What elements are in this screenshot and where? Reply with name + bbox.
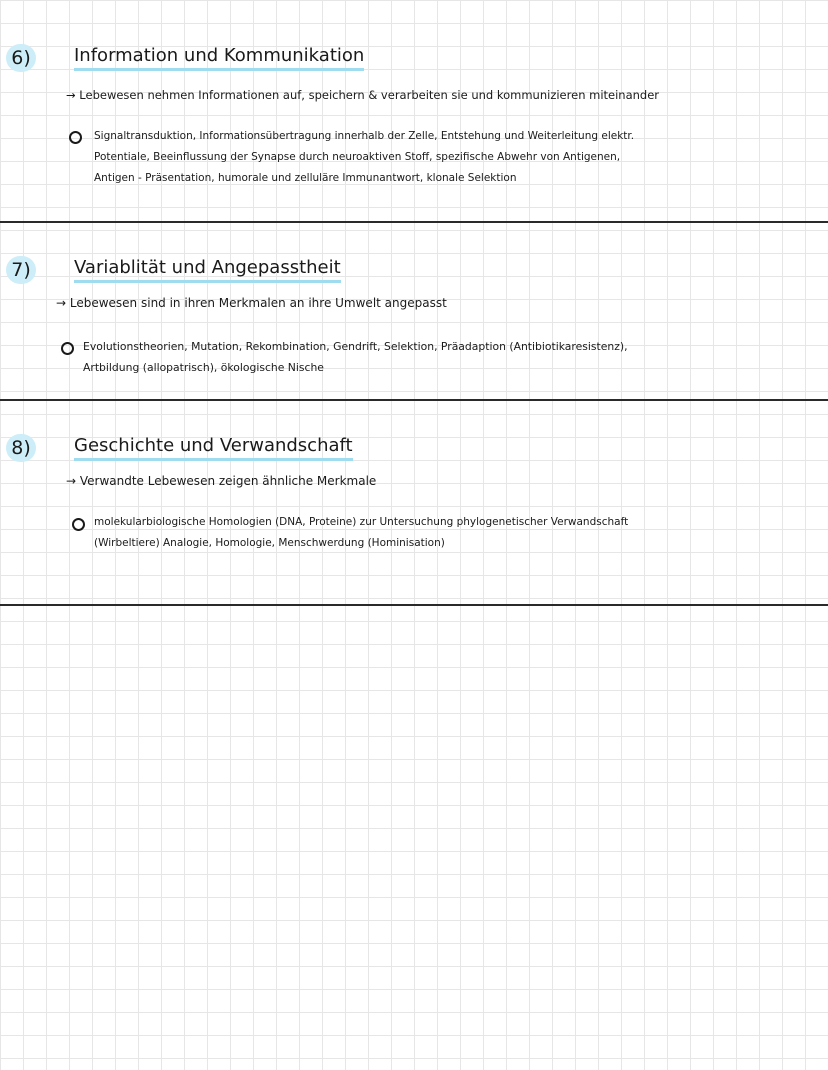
section-number: 8) [6,434,36,462]
topic-list [94,126,634,189]
topic-line: Evolutionstheorien, Mutation, Rekombination, Gendrift, Selektion, Präadaption (Antibiotikaresistenz), [83,340,628,353]
topic-line: molekularbiologische Homologien (DNA, Proteine) zur Untersuchung phylogenetischer Verwandschaft [94,516,629,528]
section-title: Information und Kommunikation [74,44,364,71]
topic-line: Artbildung (allopatrisch), ökologische Nische [83,361,324,374]
section-divider [0,604,828,606]
section-number: 6) [6,44,36,72]
topic-list [94,512,628,554]
section-number: 7) [6,256,36,284]
section-8 [0,400,828,605]
section-summary: → Lebewesen nehmen Informationen auf, speichern & verarbeiten sie und kommunizieren miteinander [66,88,660,102]
section-title: Variablität und Angepasstheit [74,256,341,283]
section-summary: → Lebewesen sind in ihren Merkmalen an ihre Umwelt angepasst [56,296,447,310]
topic-list [83,336,628,378]
section-title: Geschichte und Verwandschaft [74,434,353,461]
bullet-ring-icon [69,131,82,144]
section-summary: → Verwandte Lebewesen zeigen ähnliche Merkmale [66,474,377,488]
topic-line: Antigen - Präsentation, humorale und zelluläre Immunantwort, klonale Selektion [94,172,517,184]
topic-line: Potentiale, Beeinflussung der Synapse durch neuroaktiven Stoff, spezifische Abwehr von Antigenen, [94,151,621,163]
bullet-ring-icon [72,518,85,531]
section-7 [0,222,828,400]
topic-line: Signaltransduktion, Informationsübertragung innerhalb der Zelle, Entstehung und Weiterleitung elektr. [94,130,635,142]
section-6 [0,0,828,222]
bullet-ring-icon [61,342,74,355]
topic-line: (Wirbeltiere) Analogie, Homologie, Menschwerdung (Hominisation) [94,537,445,549]
